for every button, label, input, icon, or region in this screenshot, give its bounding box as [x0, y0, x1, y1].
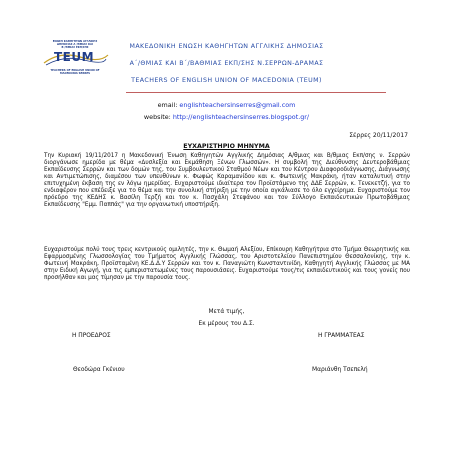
- email-link[interactable]: englishteachersinserres@gmail.com: [179, 101, 296, 109]
- logo-bottom-line: MACEDONIA SERRES: [60, 72, 90, 76]
- header-divider: [126, 92, 386, 93]
- body-paragraph-2: Ευχαριστούμε πολύ τους τρεις κεντρικούς ομιλητές, την κ. Θωμαή Αλεξίου, Επίκουρη Καθηγήτρια στο Τμήμα Θεωρητικής και Εφαρμοσμένης Γλωσσολογίας του Τμήματος Αγγλικής Γλώσσας, του Αριστοτελείου Πανεπιστημίου Θεσσαλονίκης, την κ. Φωτεινή Μακράκη, Προϊσταμένη ΚΕ.Δ.Δ.Υ Σερρών και τον κ. Παναγιώτη Κωνσταντινίδη, Καθηγητή Αγγλικής Γλώσσας με ΜΑ στην Ειδική Αγωγή, για τις εμπεριστατωμένες τους παρουσιάσεις. Ευχαριστούμε τους/τις εκπαιδευτικούς και τους γονείς που προσήλθαν και μας τίμησαν με την παρουσία τους.: [44, 247, 410, 282]
- header-union-name: ΜΑΚΕΔΟΝΙΚΗ ΕΝΩΣΗ ΚΑΘΗΓΗΤΩΝ ΑΓΓΛΙΚΗΣ ΔΗΜΟΣΙΑΣ: [129, 43, 324, 50]
- president-name: Θεοδώρα Γκένιου: [73, 367, 125, 373]
- closing-regards: Μετά τιμής,: [208, 309, 245, 315]
- logo-wordmark: TEUM: [54, 50, 95, 64]
- website-line: [0, 113, 453, 121]
- header-english-name: TEACHERS OF ENGLISH UNION OF MACEDONIA (TEUM): [131, 77, 322, 84]
- website-link[interactable]: http://englishteachersinserres.blogspot.gr/: [172, 113, 310, 121]
- logo-top-line: ΕΝΩΣΗ ΚΑΘΗΓΗΤΩΝ ΑΓΓΛΙΚΗΣ: [52, 40, 98, 43]
- email-line: [0, 101, 453, 109]
- secretary-role: Η ΓΡΑΜΜΑΤΕΑΣ: [318, 333, 365, 339]
- secretary-name: Μαριάνθη Τσεπελή: [312, 367, 368, 373]
- body-paragraph-1: Την Κυριακή 19/11/2017 η Μακεδονική Ένωση Καθηγητών Αγγλικής Δημόσιας Α/θμιας και Β/θμιας Εκπ/σης ν. Σερρών διοργάνωσε ημερίδα με θέμα «Δυσλεξία και Εκμάθηση Ξένων Γλωσσών». Η συμβολή της Διεύθυνσης Δευτεροβάθμιας Εκπαίδευσης Σερρών και των δομών της, του Συμβουλευτικού Σταθμού Νέων και του Κέντρου Διαφοροδιάγνωσης, Διάγνωσης και Αντιμετώπισης, διαμέσου των υπευθύνων κ. Φωφώς Καραμανίδου και κ. Φωτεινής Μακράκη, ήταν καταλυτική στην επιτυχημένη έκβαση της εν λόγω ημερίδας. Ευχαριστούμε ιδιαίτερα τον Προϊστάμενο της ΔΔΕ Σερρών, κ. Τενεκετζή, για το ενδιαφέρον που επέδειξε για το θέμα και την συνολική στήριξη με την οποία αγκάλιασε το όλο εγχείρημα. Ευχαριστούμε τον πρόεδρο της ΚΕΔΗΣ κ. Βασίλη Τερζή και τον κ. Πασχάλη Στεφάνου και τον Σύλλογο Εκπαιδευτικών Πρωτοβάθμιας Εκπαίδευσης "Εμμ. Παππάς" για την οργανωτική υποστήριξη.: [44, 153, 410, 209]
- email-label: email:: [157, 101, 180, 109]
- logo-top-line: Β΄/ΘΜΙΑΣ ΕΚΠ/ΣΗΣ: [61, 46, 89, 50]
- letter-title: ΕΥΧΑΡΙΣΤΗΡΙΟ ΜΗΝΥΜΑ: [183, 143, 270, 150]
- closing-on-behalf: Εκ μέρους του Δ.Σ.: [198, 321, 255, 327]
- president-role: Η ΠΡΟΕΔΡΟΣ: [72, 333, 111, 339]
- letter-date: Σέρρες 20/11/2017: [349, 132, 408, 139]
- logo-bottom-line: TEACHERS OF ENGLISH UNION OF: [50, 69, 100, 72]
- website-label: website:: [143, 113, 173, 121]
- header-union-subtitle: Α΄/ΘΜΙΑΣ ΚΑΙ Β΄/ΒΑΘΜΙΑΣ ΕΚΠ/ΣΗΣ Ν.ΣΕΡΡΩΝ-ΔΡΑΜΑΣ: [129, 60, 324, 67]
- logo-top-line: ΔΗΜΟΣΙΑΣ Α΄/ΘΜΙΑΣ ΚΑΙ: [57, 43, 93, 47]
- logo-bottom-text: [38, 69, 112, 75]
